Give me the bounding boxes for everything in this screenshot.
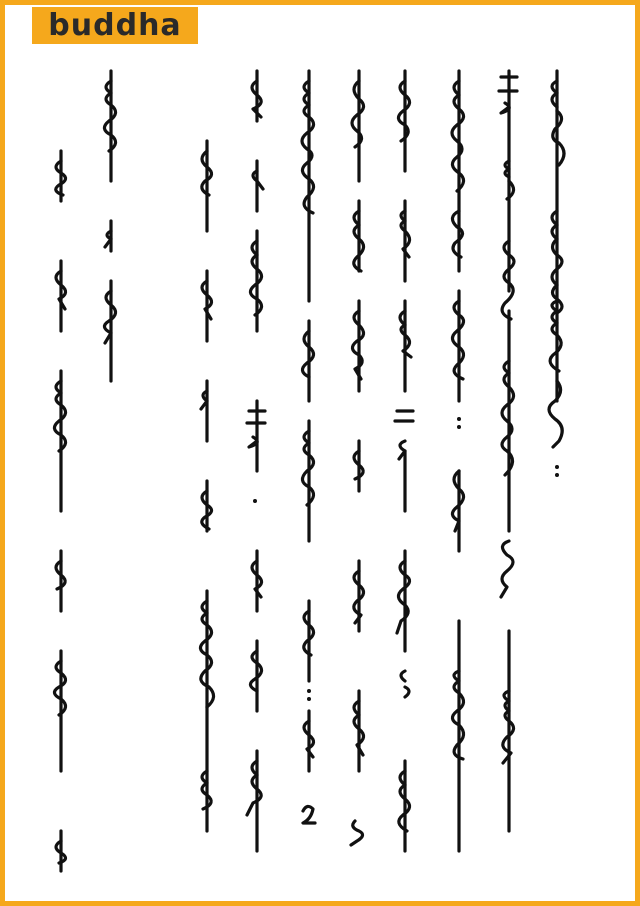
text-column-1 (539, 71, 575, 871)
text-column-4 (387, 71, 423, 871)
text-column-3 (441, 71, 477, 871)
text-column-9 (93, 71, 129, 871)
page-tag: buddha (32, 7, 198, 44)
text-column-2 (491, 71, 527, 871)
text-column-10 (43, 71, 79, 871)
text-column-8 (189, 71, 225, 871)
text-column-7 (239, 71, 275, 871)
text-column-5 (341, 71, 377, 871)
text-column-6 (291, 71, 327, 871)
